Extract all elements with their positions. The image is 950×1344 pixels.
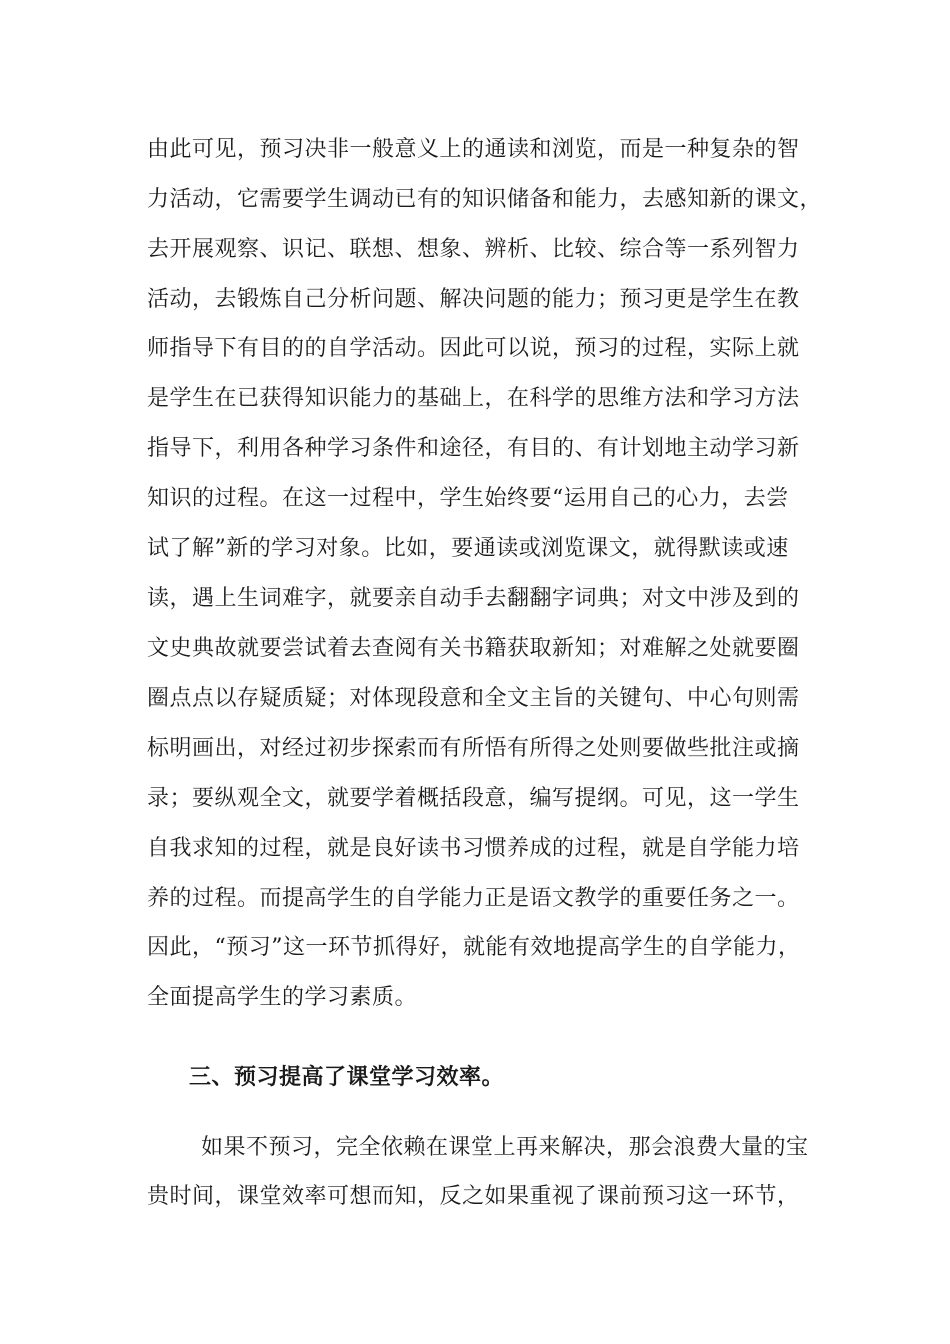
- paragraph-1-line-13: 标明画出，对经过初步探索而有所悟有所得之处则要做些批注或摘: [147, 736, 800, 761]
- paragraph-1-line-18: 全面提高学生的学习素质。: [147, 985, 418, 1010]
- paragraph-1-line-12: 圈点点以存疑质疑；对体现段意和全文主旨的关键句、中心句则需: [147, 686, 800, 711]
- paragraph-1-line-3: 去开展观察、识记、联想、想象、辨析、比较、综合等一系列智力: [147, 237, 800, 262]
- paragraph-1-line-16: 养的过程。而提高学生的自学能力正是语文教学的重要任务之一。: [147, 886, 800, 911]
- paragraph-1-line-9: 试了解”新的学习对象。比如，要通读或浏览课文，就得默读或速: [147, 536, 789, 561]
- section-heading: 三、预习提高了课堂学习效率。: [189, 1064, 505, 1090]
- paragraph-1-line-6: 是学生在已获得知识能力的基础上，在科学的思维方法和学习方法: [147, 386, 800, 411]
- paragraph-1-line-11: 文史典故就要尝试着去查阅有关书籍获取新知；对难解之处就要圈: [147, 636, 800, 661]
- paragraph-1-line-5: 师指导下有目的的自学活动。因此可以说，预习的过程，实际上就: [147, 336, 800, 361]
- paragraph-1-line-7: 指导下，利用各种学习条件和途径，有目的、有计划地主动学习新: [147, 436, 800, 461]
- paragraph-1-line-10: 读，遇上生词难字，就要亲自动手去翻翻字词典；对文中涉及到的: [147, 586, 800, 611]
- paragraph-2-line-2: 贵时间，课堂效率可想而知，反之如果重视了课前预习这一环节，: [147, 1184, 800, 1209]
- paragraph-1-line-2: 力活动，它需要学生调动已有的知识储备和能力，去感知新的课文，: [147, 187, 823, 212]
- paragraph-1-line-8: 知识的过程。在这一过程中，学生始终要“运用自己的心力，去尝: [147, 486, 789, 511]
- paragraph-1-line-15: 自我求知的过程，就是良好读书习惯养成的过程，就是自学能力培: [147, 836, 800, 861]
- paragraph-2-line-1: 如果不预习，完全依赖在课堂上再来解决，那会浪费大量的宝: [201, 1135, 809, 1160]
- paragraph-1-line-4: 活动，去锻炼自己分析问题、解决问题的能力；预习更是学生在教: [147, 287, 800, 312]
- paragraph-1-line-14: 录；要纵观全文，就要学着概括段意，编写提纲。可见，这一学生: [147, 786, 800, 811]
- paragraph-1-line-1: 由此可见，预习决非一般意义上的通读和浏览，而是一种复杂的智: [147, 137, 800, 162]
- paragraph-1-line-17: 因此，“预习”这一环节抓得好，就能有效地提高学生的自学能力，: [147, 935, 801, 960]
